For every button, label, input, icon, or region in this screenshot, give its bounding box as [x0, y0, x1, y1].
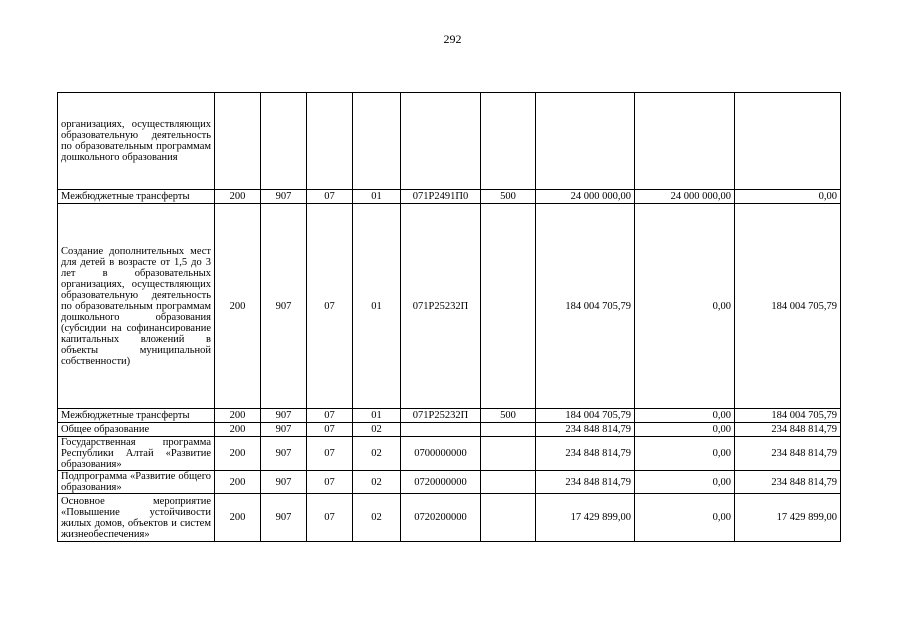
- code-section: [307, 93, 353, 190]
- code-expense-type: 500: [481, 190, 536, 204]
- amount-total: [536, 93, 635, 190]
- amount-federal: [635, 93, 735, 190]
- code-admin: 200: [215, 423, 261, 437]
- code-subsection: 02: [353, 437, 401, 471]
- code-section: 07: [307, 204, 353, 409]
- amount-total: 17 429 899,00: [536, 494, 635, 542]
- row-name: Подпрограмма «Развитие общего образования»: [58, 471, 215, 494]
- row-name: Общее образование: [58, 423, 215, 437]
- code-admin: 200: [215, 204, 261, 409]
- amount-total: 184 004 705,79: [536, 409, 635, 423]
- code-section: 07: [307, 409, 353, 423]
- amount-regional: 17 429 899,00: [735, 494, 841, 542]
- page-number: 292: [443, 32, 462, 46]
- amount-regional: 234 848 814,79: [735, 471, 841, 494]
- table-row: [58, 437, 841, 471]
- amount-total: 24 000 000,00: [536, 190, 635, 204]
- code-section: 07: [307, 437, 353, 471]
- table-row: [58, 494, 841, 542]
- row-name: Создание дополнительных мест для детей в возрасте от 1,5 до 3 лет в образовательных организациях, осуществляющих образовательную деятельность по образовательным программам дошкольного образования (субсидии на софинансирование капитальных вложений в объекты муниципальной собственности): [58, 204, 215, 409]
- amount-total: 234 848 814,79: [536, 471, 635, 494]
- row-name: Основное мероприятие «Повышение устойчивости жилых домов, объектов и систем жизнеобеспечения»: [58, 494, 215, 542]
- code-ministry: 907: [261, 190, 307, 204]
- code-ministry: 907: [261, 409, 307, 423]
- code-subsection: 02: [353, 494, 401, 542]
- code-expense-type: [481, 423, 536, 437]
- code-section: 07: [307, 494, 353, 542]
- code-subsection: 02: [353, 471, 401, 494]
- amount-federal: 0,00: [635, 409, 735, 423]
- code-subsection: 02: [353, 423, 401, 437]
- amount-federal: 0,00: [635, 204, 735, 409]
- code-ministry: 907: [261, 204, 307, 409]
- amount-federal: 0,00: [635, 437, 735, 471]
- budget-table: [57, 92, 841, 542]
- code-ministry: 907: [261, 423, 307, 437]
- table-row: [58, 409, 841, 423]
- code-section: 07: [307, 190, 353, 204]
- table-row: [58, 93, 841, 190]
- code-expense-type: [481, 204, 536, 409]
- code-subsection: 01: [353, 409, 401, 423]
- code-section: 07: [307, 423, 353, 437]
- code-subsection: 01: [353, 190, 401, 204]
- amount-regional: [735, 93, 841, 190]
- amount-regional: 234 848 814,79: [735, 437, 841, 471]
- code-admin: [215, 93, 261, 190]
- amount-total: 184 004 705,79: [536, 204, 635, 409]
- code-ministry: 907: [261, 471, 307, 494]
- code-target-item: 0720200000: [401, 494, 481, 542]
- table-row: [58, 190, 841, 204]
- amount-federal: 0,00: [635, 494, 735, 542]
- code-target-item: 0720000000: [401, 471, 481, 494]
- code-subsection: [353, 93, 401, 190]
- code-ministry: [261, 93, 307, 190]
- amount-total: 234 848 814,79: [536, 423, 635, 437]
- code-target-item: [401, 423, 481, 437]
- code-target-item: 071P25232П: [401, 204, 481, 409]
- amount-regional: 0,00: [735, 190, 841, 204]
- code-expense-type: [481, 93, 536, 190]
- row-name: Межбюджетные трансферты: [58, 190, 215, 204]
- code-expense-type: [481, 437, 536, 471]
- code-target-item: 071P25232П: [401, 409, 481, 423]
- code-section: 07: [307, 471, 353, 494]
- row-name: Межбюджетные трансферты: [58, 409, 215, 423]
- amount-regional: 184 004 705,79: [735, 409, 841, 423]
- code-admin: 200: [215, 471, 261, 494]
- code-admin: 200: [215, 190, 261, 204]
- code-expense-type: [481, 494, 536, 542]
- code-ministry: 907: [261, 437, 307, 471]
- code-expense-type: 500: [481, 409, 536, 423]
- amount-total: 234 848 814,79: [536, 437, 635, 471]
- table-row: [58, 204, 841, 409]
- code-ministry: 907: [261, 494, 307, 542]
- code-target-item: 071P2491П0: [401, 190, 481, 204]
- amount-regional: 234 848 814,79: [735, 423, 841, 437]
- amount-regional: 184 004 705,79: [735, 204, 841, 409]
- row-name: организациях, осуществляющих образовательную деятельность по образовательным программам дошкольного образования: [58, 93, 215, 190]
- table-row: [58, 471, 841, 494]
- code-expense-type: [481, 471, 536, 494]
- code-target-item: 0700000000: [401, 437, 481, 471]
- row-name: Государственная программа Республики Алтай «Развитие образования»: [58, 437, 215, 471]
- amount-federal: 0,00: [635, 423, 735, 437]
- code-admin: 200: [215, 494, 261, 542]
- table-row: [58, 423, 841, 437]
- code-admin: 200: [215, 437, 261, 471]
- code-admin: 200: [215, 409, 261, 423]
- amount-federal: 0,00: [635, 471, 735, 494]
- code-subsection: 01: [353, 204, 401, 409]
- amount-federal: 24 000 000,00: [635, 190, 735, 204]
- code-target-item: [401, 93, 481, 190]
